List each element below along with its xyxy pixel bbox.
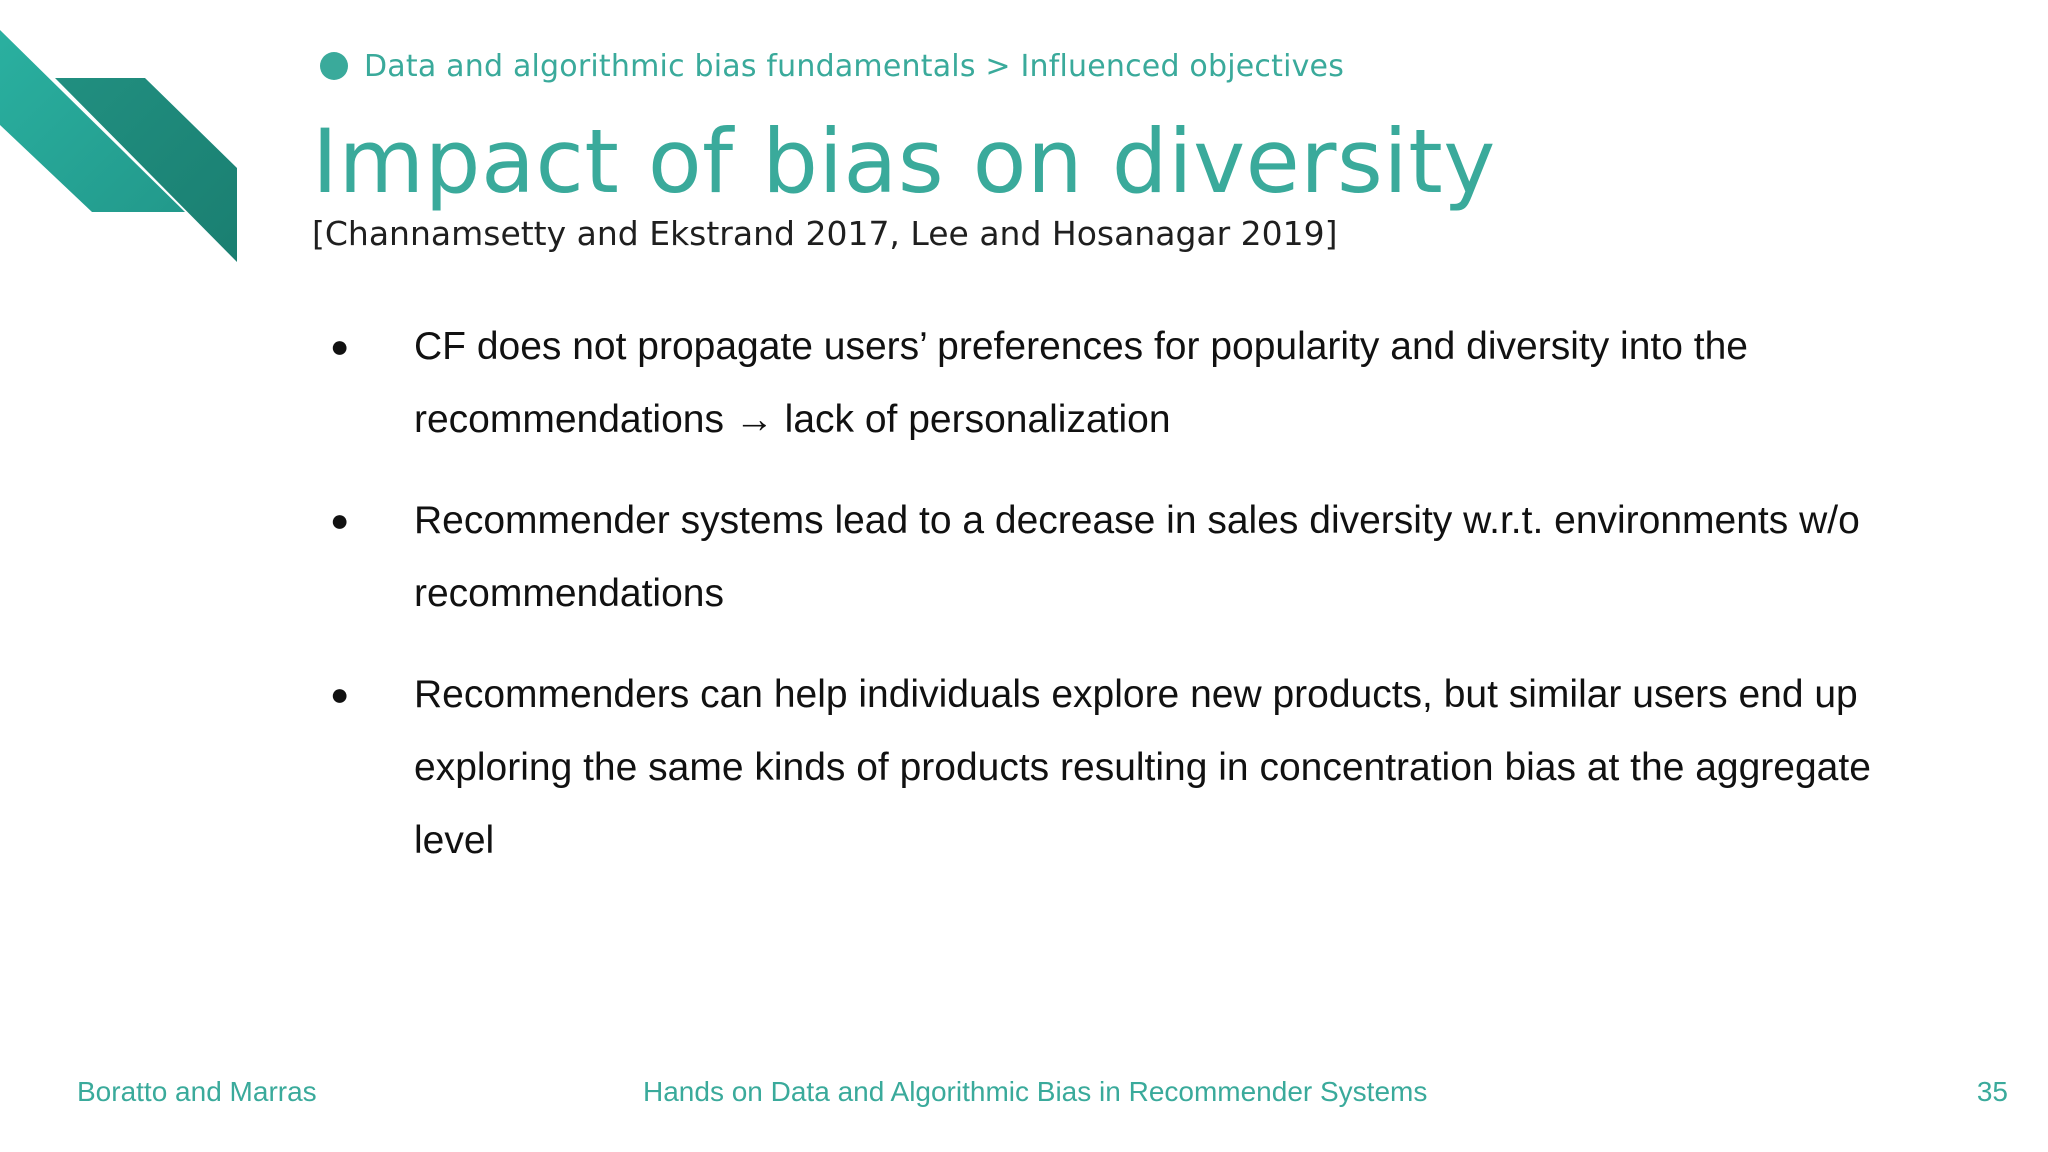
bullet-item — [330, 658, 1890, 877]
diagonal-stripes-logo-icon — [0, 0, 240, 270]
citation: [Channamsetty and Ekstrand 2017, Lee and Hosanagar 2019] — [312, 214, 1338, 253]
bullet-text: CF does not propagate users’ preferences for popularity and diversity into the recommendations → lack of personalization — [414, 325, 1748, 441]
bullet-list — [330, 310, 1890, 905]
breadcrumb-text: Data and algorithmic bias fundamentals > Influenced objectives — [364, 48, 1345, 84]
breadcrumb — [320, 46, 1344, 86]
footer-authors: Boratto and Marras — [77, 1076, 317, 1107]
bullet-marker-icon: ● — [330, 676, 350, 712]
bullet-item — [330, 310, 1890, 456]
circle-dot-icon — [320, 52, 348, 80]
bullet-marker-icon: ● — [330, 328, 350, 364]
slide-title: Impact of bias on diversity — [312, 110, 1496, 213]
bullet-text: Recommender systems lead to a decrease in sales diversity w.r.t. environments w/o recommendations — [414, 499, 1860, 615]
bullet-item — [330, 484, 1890, 630]
page-number: 35 — [1976, 1076, 2008, 1107]
footer-tutorial-title: Hands on Data and Algorithmic Bias in Recommender Systems — [643, 1076, 1428, 1107]
bullet-marker-icon: ● — [330, 502, 350, 538]
bullet-text: Recommenders can help individuals explore new products, but similar users end up exploring the same kinds of products resulting in concentration bias at the aggregate level — [414, 673, 1871, 862]
